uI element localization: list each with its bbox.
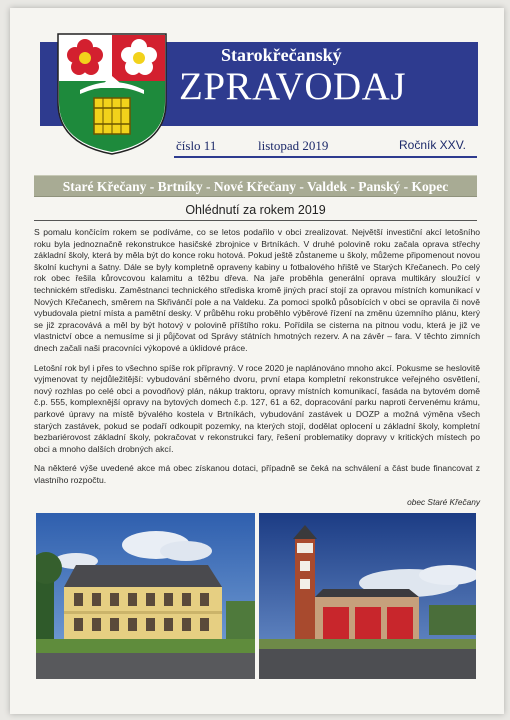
masthead-title: ZPRAVODAJ (179, 65, 406, 108)
masthead-rule (174, 156, 477, 158)
issue-number: číslo 11 (176, 138, 217, 153)
article-headline: Ohlédnutí za rokem 2019 (185, 203, 326, 217)
article-paragraph: Na některé výše uvedené akce má obec získanou dotaci, případně se čeká na schválení a část bude financovat z vlastního rozpočtu. (34, 463, 480, 485)
article-paragraph: S pomalu končícím rokem se podíváme, co se letos podařilo v obci zrealizovat. Největší investiční akcí letošního roku byla jednoznačně rekonstrukce hasičské zbrojnice v Brtníkách. V druhé polovině roku začala oprava střechy základní školy, která by měla být do konce roku hotová. Pokud ještě zůstaneme u školy, můžeme připomenout novou školní kuchyni a šatny. Dále se byly kompletně opraveny kabiny u fotbalového hřiště ve Starých Křečanech. Po celý rok obec řešila kůrovcovou kalamitu a těžbu dřeva. Na jaře proběhla generální oprava multikáry sloužící v technickém středisku. Zaměstnanci technického střediska kromě jiných prací stojí za opravou místních komunikací v Nových Křečanech, směrem na Skřivánčí pole a na Valdeku. Za pomoci spolků působících v obci se opravila či nově vybudovala pietní místa a pamětní desky. V průběhu roku proběhlo výběrové řízení na změnu územního plánu, který se již zpracovává a měl by být hotový v polovině příštího roku. Pořídila se cisterna na pitnou vodu, která je již ve vlastnictví obce a nemusíme si ji půjčovat od Správy státních hmotných rezerv. A na závěr – fara. V těchto zimních dnech začali naši pracovníci výkopové a úklidové práce. (34, 227, 480, 353)
school-building-photo (36, 513, 255, 679)
issue-info (172, 138, 472, 154)
masthead-subtitle: Starokřečanský (221, 45, 342, 65)
article-signature: obec Staré Křečany (407, 497, 480, 507)
villages-bar: Staré Křečany - Brtníky - Nové Křečany - Valdek - Panský - Kopec (34, 175, 477, 197)
issue-volume: Ročník XXV. (399, 138, 466, 152)
masthead-title-block (173, 45, 478, 109)
fire-station-photo (259, 513, 476, 679)
article-paragraph: Letošní rok byl i přes to všechno spíše rok přípravný. V roce 2020 je naplánováno mnoho akcí. Pokusme se heslovitě vyjmenovat ty nejdůležitější: vybudování sběrného dvoru, první etapa kompletní rekonstrukce veřejného osvětlení, nový rozhlas po celé obci a povodňový plán, nákup traktoru, opravy místních komunikací, fasáda na bytovém domě č.p. 555, komplexnější opravy na bytových domech č.p. 127, 61 a 62, dopracování parku naproti červenému krámu, parkové úpravy na místě bývalého kostela v Brtníkách, vybudování zastávek u DOZP a možná výměna všech starých zastávek, pokud se podaří odkoupit pozemky, na kterých stojí, dodělat oplocení u základní školy, kompletní bezbariérovost základní školy, pokračovat v rekonstrukci fary, řešení problematiky dopravy v kritických místech po obci a mnoho dalších drobných akcí. (34, 362, 480, 454)
village-coat-of-arms-icon (56, 32, 168, 156)
headline-rule (34, 220, 477, 221)
article-body (34, 227, 480, 494)
issue-date: listopad 2019 (258, 138, 329, 153)
